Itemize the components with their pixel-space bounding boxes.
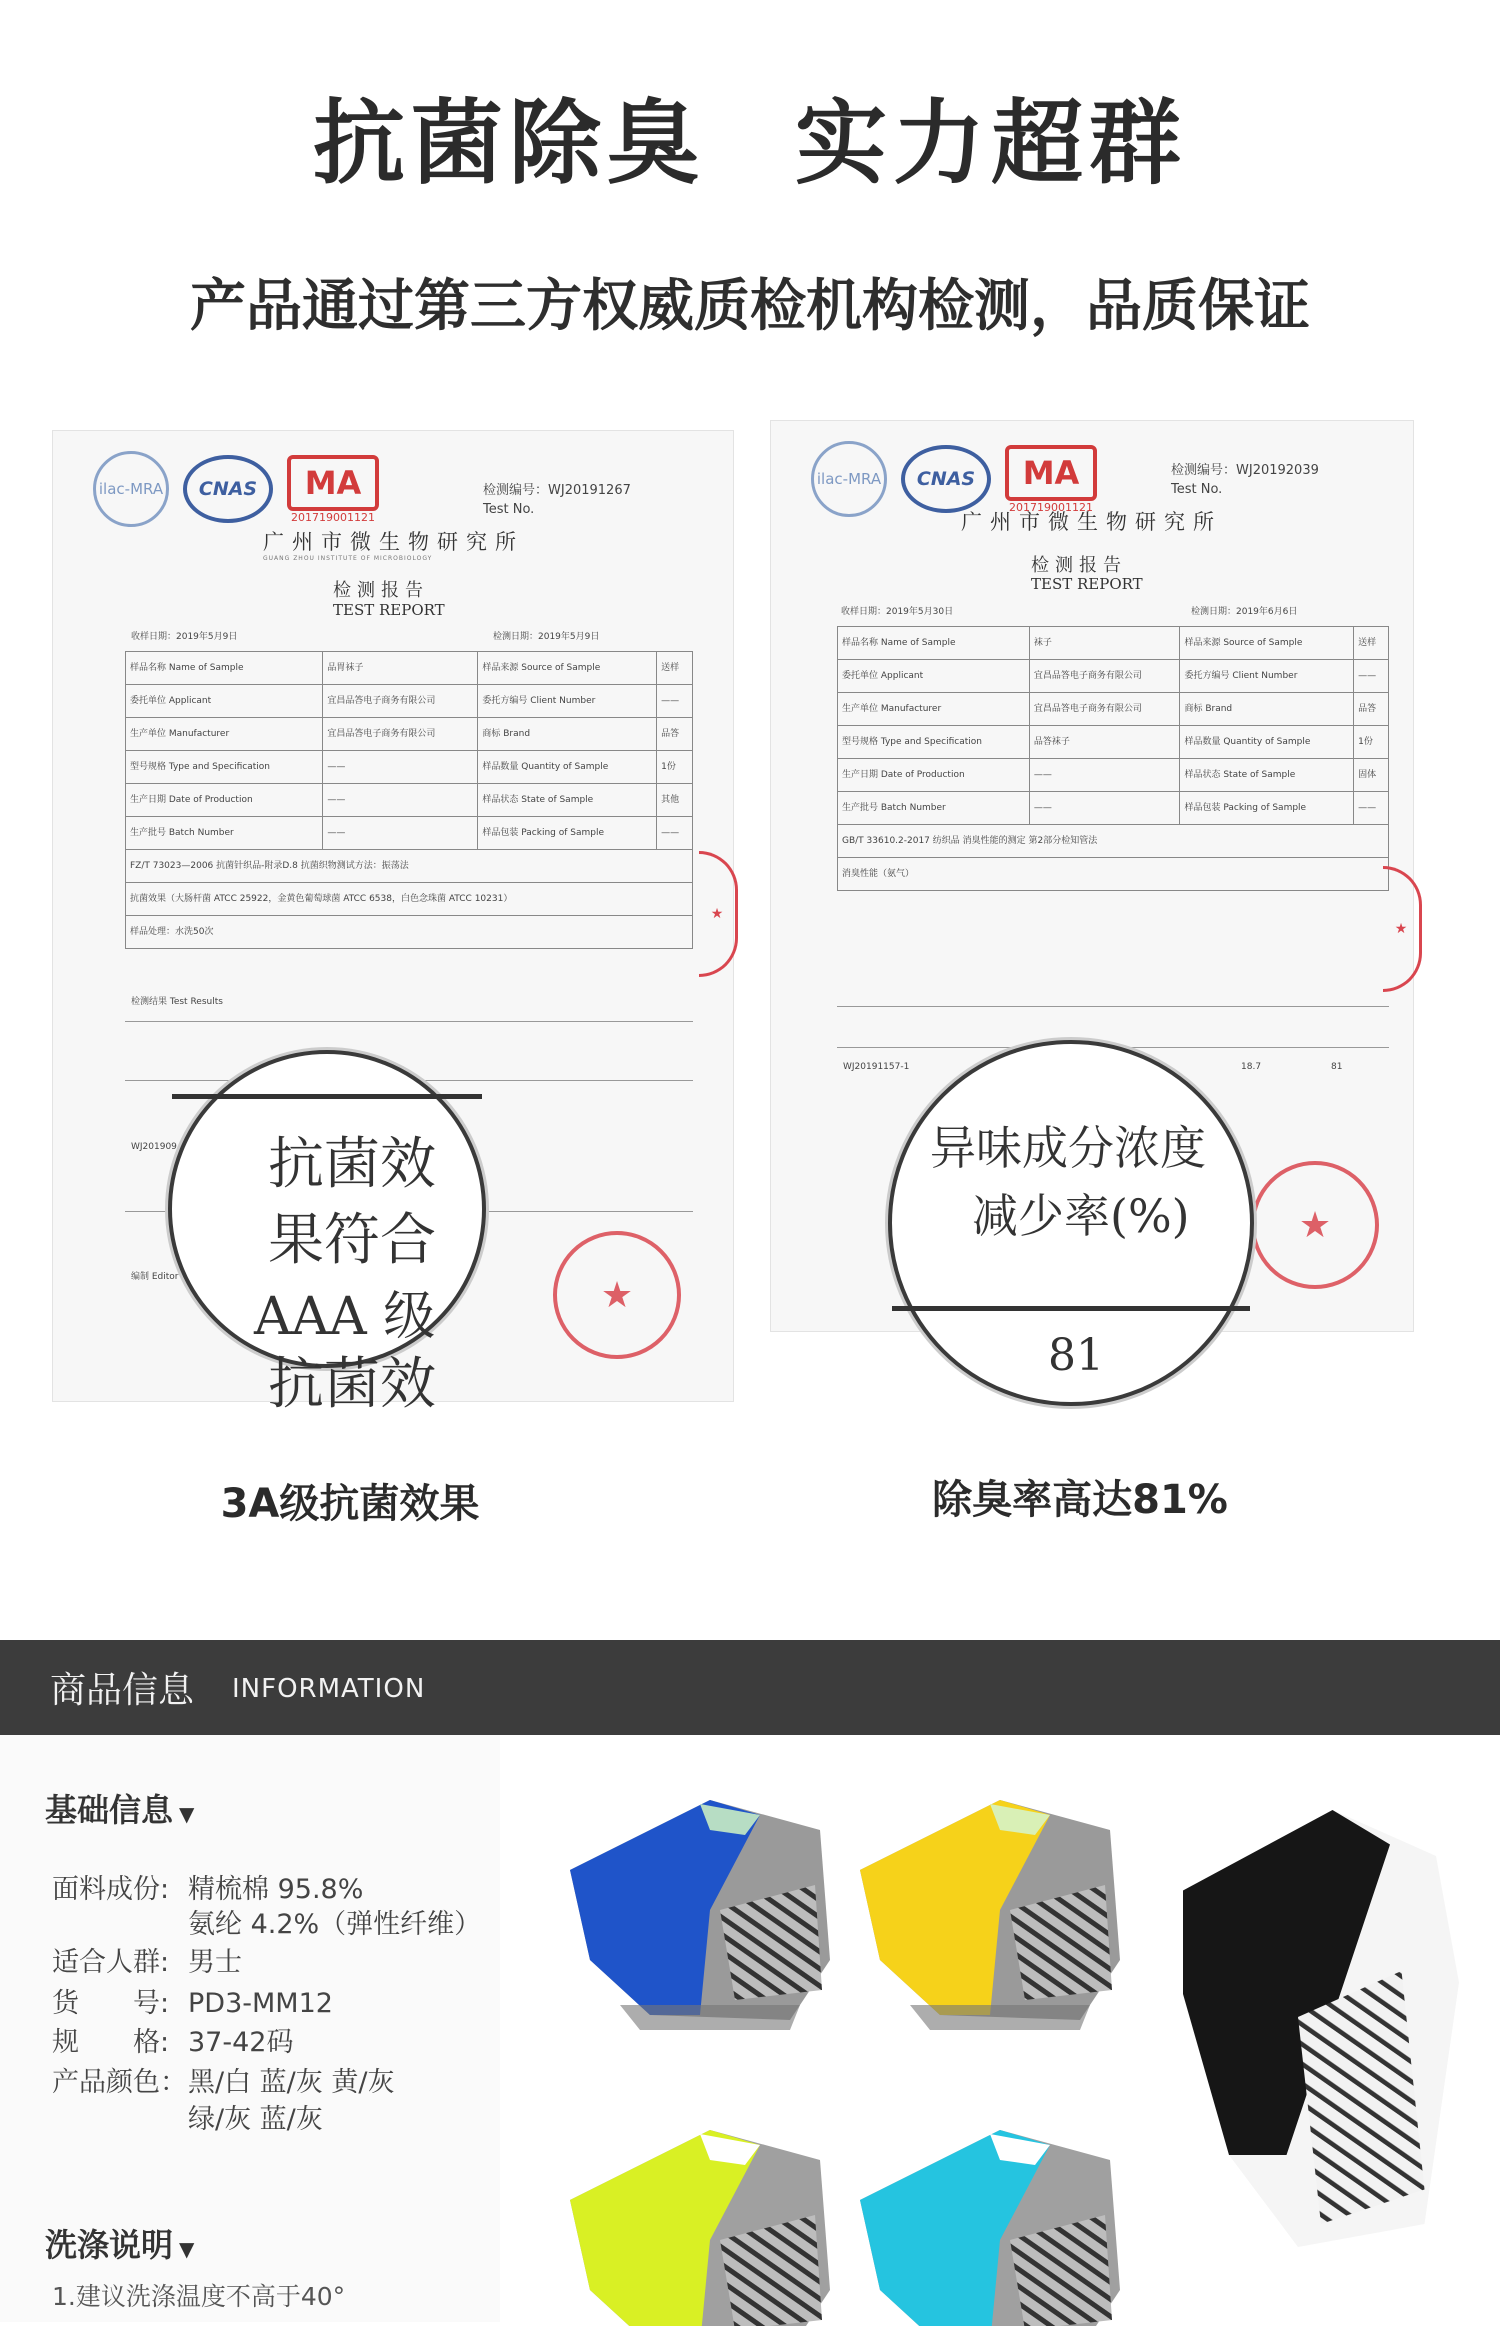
report-cell-v: —— [1029, 759, 1180, 792]
spec-row [52, 1902, 481, 1941]
report-row [126, 718, 693, 751]
wash-line-1: 1.建议洗涤温度不高于40° [52, 2282, 346, 2311]
report-cell-v: 品胃袜子 [323, 652, 478, 685]
report-cell-v: —— [323, 751, 478, 784]
magnifier-left-line3: AAA 级 [254, 1287, 436, 1347]
magnifier-left [168, 1050, 486, 1417]
report-row [126, 817, 693, 850]
date-received: 收样日期：2019年5月9日 [131, 632, 238, 642]
sock-cyan-grey [860, 2130, 1120, 2326]
report-cell-k: 生产日期 Date of Production [126, 784, 323, 817]
report-row [838, 726, 1389, 759]
triangle-down-icon: ▼ [179, 2237, 195, 2261]
report-cell-v2: —— [1354, 660, 1389, 693]
spec-value: 37-42码 [188, 2027, 294, 2058]
spec-value: PD3-MM12 [188, 1988, 333, 2019]
red-seal-stamp [1251, 1161, 1379, 1289]
result-sample-no: WJ201909 [131, 1142, 177, 1152]
report-cell-v: —— [323, 817, 478, 850]
report-method: FZ/T 73023—2006 抗菌针织品-附录D.8 抗菌织物测试方法：振荡法 [126, 850, 693, 883]
report-cell-k2: 样品包装 Packing of Sample [478, 817, 657, 850]
socks-illustration [500, 1735, 1500, 2322]
result-value-b: 81 [1331, 1062, 1343, 1072]
spec-label: 产品颜色： [52, 2067, 187, 2098]
spec-row [52, 2097, 323, 2136]
report-cell-k2: 委托方编号 Client Number [478, 685, 657, 718]
report-cell-k2: 样品来源 Source of Sample [1180, 627, 1354, 660]
report-logos [93, 451, 379, 527]
results-lines [837, 1006, 1389, 1048]
report-no-label: 检测编号： [1171, 463, 1237, 478]
product-info-bar [0, 1640, 1500, 1735]
report-remarks: 样品处理：水洗50次 [126, 916, 693, 949]
spec-label: 规 格: [52, 2027, 170, 2058]
report-row [838, 792, 1389, 825]
report-row [838, 660, 1389, 693]
report-items: 抗菌效果（大肠杆菌 ATCC 25922，金黄色葡萄球菌 ATCC 6538，白色念珠菌 ATCC 10231） [126, 883, 693, 916]
report-cell-k2: 样品状态 State of Sample [1180, 759, 1354, 792]
report-cell-k2: 商标 Brand [478, 718, 657, 751]
spec-label: 适合人群: [52, 1947, 170, 1978]
report-number-block [1171, 461, 1319, 499]
report-cell-k2: 样品数量 Quantity of Sample [1180, 726, 1354, 759]
spec-value: 男士 [188, 1947, 242, 1978]
ma-number: 201719001121 [1009, 500, 1093, 514]
spec-row [52, 2060, 394, 2099]
report-cell-k: 型号规格 Type and Specification [126, 751, 323, 784]
report-number-block [483, 481, 631, 519]
spec-row [52, 1981, 333, 2020]
spec-value: 氨纶 4.2%（弹性纤维） [188, 1909, 482, 1940]
report-cell-v: —— [1029, 792, 1180, 825]
report-cell-v2: 固体 [1354, 759, 1389, 792]
report-cell-k: 样品名称 Name of Sample [838, 627, 1030, 660]
report-cell-v: 品答袜子 [1029, 726, 1180, 759]
page-subheadline: 产品通过第三方权威质检机构检测，品质保证 [190, 274, 1310, 339]
spec-label: 货 号: [52, 1988, 170, 2019]
institute-name: 广州市微生物研究所 [961, 510, 1222, 534]
ilac-logo-icon: ilac-MRA [93, 451, 169, 527]
basic-info-title [45, 1785, 194, 1831]
cnas-logo-icon: CNAS [183, 455, 273, 523]
report-cell-k2: 样品数量 Quantity of Sample [478, 751, 657, 784]
ma-number: 201719001121 [291, 510, 375, 524]
spec-value: 黑/白 蓝/灰 黄/灰 [188, 2067, 395, 2098]
report-cell-v: —— [323, 784, 478, 817]
report-row [838, 759, 1389, 792]
magnifier-rule [172, 1094, 482, 1099]
caption-deodorize: 除臭率高达81% [932, 1477, 1228, 1523]
basic-info-panel [0, 1735, 500, 2322]
side-seal-stamp [699, 851, 738, 977]
report-cell-k: 生产批号 Batch Number [838, 792, 1030, 825]
report-cell-v2: —— [657, 817, 693, 850]
test-no-label: Test No. [1171, 482, 1223, 497]
cnas-logo-icon: CNAS [901, 445, 991, 513]
report-no: WJ20191267 [548, 483, 631, 498]
spec-value: 精梳棉 95.8% [188, 1874, 364, 1905]
report-cell-v2: 送样 [657, 652, 693, 685]
headline-left: 抗菌除臭 [312, 90, 705, 197]
test-no-label: Test No. [483, 502, 535, 517]
report-title-cn: 检测报告 [1031, 555, 1127, 576]
report-cell-v: 宜昌品答电子商务有限公司 [323, 685, 478, 718]
report-row [126, 751, 693, 784]
product-photo [500, 1735, 1500, 2322]
report-cell-k2: 委托方编号 Client Number [1180, 660, 1354, 693]
red-seal-stamp [553, 1231, 681, 1359]
info-bar-title: 商品信息 [50, 1670, 195, 1711]
institute-name-en: GUANG ZHOU INSTITUTE OF MICROBIOLOGY [263, 555, 433, 562]
magnifier-right [888, 1040, 1254, 1406]
report-cell-k: 委托单位 Applicant [126, 685, 323, 718]
report-cell-k: 委托单位 Applicant [838, 660, 1030, 693]
ma-logo-icon: MA [287, 455, 379, 511]
report-cell-v: 袜子 [1029, 627, 1180, 660]
report-cell-v2: 1份 [657, 751, 693, 784]
spec-row [52, 2020, 293, 2059]
spec-row [52, 1940, 242, 1979]
date-received: 收样日期：2019年5月30日 [841, 607, 954, 617]
report-cell-v2: 1份 [1354, 726, 1389, 759]
report-items: 消臭性能（氨气） [838, 858, 1389, 891]
star-icon: ★ [1394, 921, 1408, 937]
page-headline [0, 70, 1500, 202]
report-cell-v2: —— [657, 685, 693, 718]
report-cell-k: 生产单位 Manufacturer [838, 693, 1030, 726]
report-cell-k2: 样品状态 State of Sample [478, 784, 657, 817]
report-cell-v2: 送样 [1354, 627, 1389, 660]
result-sample-no: WJ20191157-1 [843, 1062, 910, 1072]
report-no-label: 检测编号： [483, 483, 549, 498]
sock-green-grey [570, 2130, 830, 2326]
results-label: 检测结果 Test Results [131, 997, 223, 1007]
report-cell-k2: 样品来源 Source of Sample [478, 652, 657, 685]
ma-logo [1005, 445, 1097, 514]
side-seal-stamp [1383, 866, 1422, 992]
report-title-en: TEST REPORT [333, 601, 445, 619]
ma-logo-icon: MA [1005, 445, 1097, 501]
institute-name: 广州市微生物研究所 [263, 530, 524, 554]
spec-row [52, 1867, 363, 1906]
report-title-cn: 检测报告 [333, 580, 429, 601]
report-cell-v2: —— [1354, 792, 1389, 825]
report-cell-v2: 品答 [1354, 693, 1389, 726]
report-no: WJ20192039 [1236, 463, 1319, 478]
report-cell-k: 样品名称 Name of Sample [126, 652, 323, 685]
caption-antibacterial: 3A级抗菌效果 [220, 1481, 480, 1527]
editor-label: 编制 Editor [131, 1272, 179, 1282]
date-analyzed: 检测日期：2019年5月9日 [493, 632, 600, 642]
spec-label: 面料成份: [52, 1874, 170, 1905]
magnifier-right-line2: 减少率(%) [972, 1189, 1190, 1243]
spec-value: 绿/灰 蓝/灰 [188, 2104, 323, 2135]
report-cell-k: 型号规格 Type and Specification [838, 726, 1030, 759]
star-icon: ★ [600, 1274, 634, 1316]
sock-black-white [1183, 1810, 1459, 2247]
magnifier-left-line1: 抗菌效 [268, 1132, 436, 1197]
report-row [126, 652, 693, 685]
sock-blue-grey [570, 1800, 830, 2030]
report-row [126, 685, 693, 718]
date-analyzed: 检测日期：2019年6月6日 [1191, 607, 1298, 617]
report-cell-k2: 样品包装 Packing of Sample [1180, 792, 1354, 825]
report-cell-v2: 其他 [657, 784, 693, 817]
report-cell-k2: 商标 Brand [1180, 693, 1354, 726]
magnifier-right-value: 81 [1048, 1330, 1104, 1381]
report-cell-v: 宜昌品答电子商务有限公司 [1029, 660, 1180, 693]
headline-right: 实力超群 [795, 90, 1188, 197]
report-cell-v2: 品答 [657, 718, 693, 751]
result-value-a: 18.7 [1241, 1062, 1262, 1072]
report-row [126, 784, 693, 817]
report-row [838, 627, 1389, 660]
wash-title-text: 洗涤说明 [45, 2226, 174, 2264]
magnifier-left-line4: 抗菌效 [268, 1352, 436, 1417]
ma-logo [287, 455, 379, 524]
triangle-down-icon: ▼ [179, 1802, 195, 1826]
report-cell-v: 宜昌品答电子商务有限公司 [1029, 693, 1180, 726]
info-bar-subtitle: INFORMATION [232, 1674, 426, 1704]
magnifier-rule [892, 1306, 1250, 1311]
basic-info-title-text: 基础信息 [45, 1791, 174, 1829]
report-row [838, 693, 1389, 726]
report-info-table [125, 651, 693, 949]
report-info-table [837, 626, 1389, 891]
magnifier-left-line2: 果符合 [268, 1208, 436, 1273]
report-cell-k: 生产单位 Manufacturer [126, 718, 323, 751]
magnifier-right-line1: 异味成分浓度 [930, 1121, 1206, 1175]
report-method: GB/T 33610.2-2017 纺织品 消臭性能的测定 第2部分检知管法 [838, 825, 1389, 858]
ilac-logo-icon: ilac-MRA [811, 441, 887, 517]
report-cell-k: 生产批号 Batch Number [126, 817, 323, 850]
star-icon: ★ [710, 906, 724, 922]
report-cell-k: 生产日期 Date of Production [838, 759, 1030, 792]
report-title-en: TEST REPORT [1031, 575, 1143, 593]
wash-title [45, 2220, 194, 2266]
star-icon: ★ [1298, 1204, 1332, 1246]
sock-yellow-grey [860, 1800, 1120, 2030]
report-cell-v: 宜昌品答电子商务有限公司 [323, 718, 478, 751]
